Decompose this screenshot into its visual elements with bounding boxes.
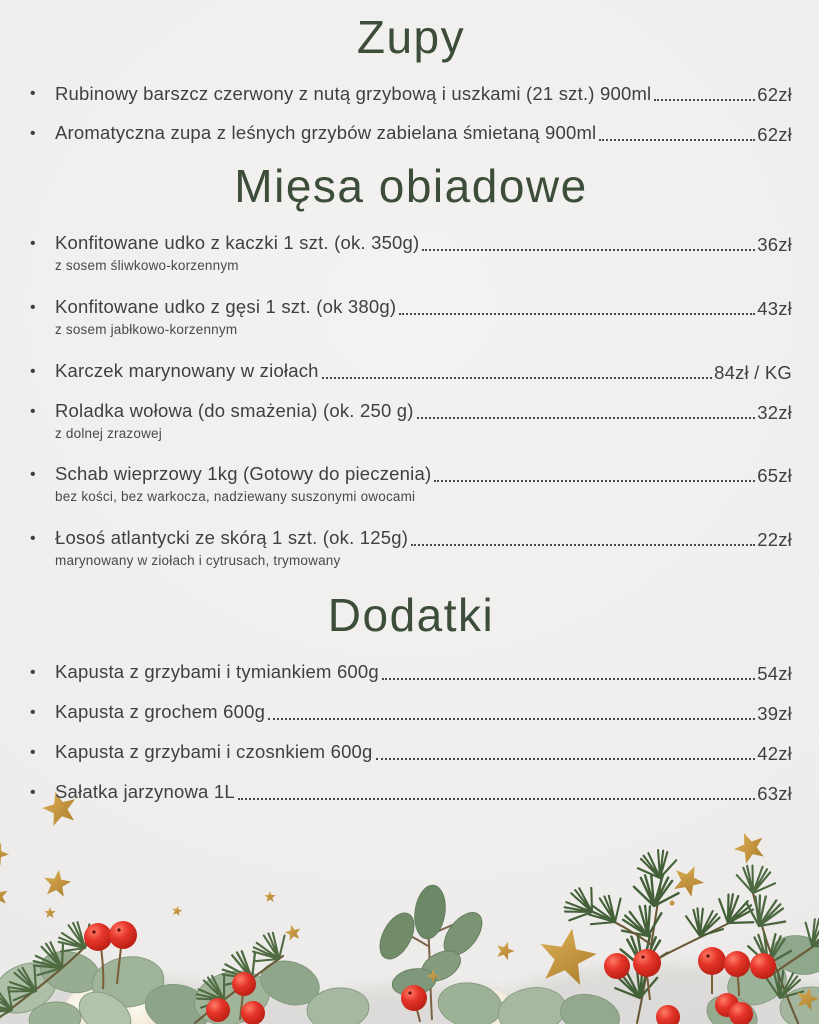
menu-item [30, 82, 792, 107]
menu-item [30, 399, 792, 443]
dotted-leader [238, 798, 755, 800]
section-title-miesa-obiadowe: Mięsa obiadowe [234, 160, 588, 213]
dotted-leader [399, 313, 755, 315]
section-zupy [30, 12, 792, 146]
item-price: 32zł [757, 401, 792, 423]
dotted-leader [268, 718, 755, 720]
dodatki-list [30, 660, 792, 805]
section-miesa-obiadowe [30, 161, 792, 570]
item-note: z sosem śliwkowo-korzennym [55, 257, 239, 273]
item-price: 54zł [757, 662, 792, 684]
dotted-leader [411, 544, 755, 546]
bullet-icon: • [30, 298, 36, 316]
dotted-leader [654, 99, 755, 101]
dotted-leader [376, 758, 756, 760]
item-note: z sosem jabłkowo-korzennym [55, 321, 238, 337]
item-name: Schab wieprzowy 1kg (Gotowy do pieczenia) [55, 463, 432, 485]
section-dodatki [30, 590, 792, 804]
menu-item [30, 780, 792, 805]
item-price: 36zł [757, 233, 792, 255]
menu-item [30, 359, 792, 384]
section-title-dodatki: Dodatki [327, 589, 495, 642]
dotted-leader [422, 249, 755, 251]
menu-item [30, 295, 792, 339]
item-note: marynowany w ziołach i cytrusach, trymowany [55, 553, 341, 569]
bullet-icon: • [30, 402, 36, 420]
menu-item [30, 526, 792, 570]
item-price: 22zł [757, 529, 792, 551]
item-price: 65zł [757, 465, 792, 487]
menu-item [30, 121, 792, 146]
dotted-leader [322, 377, 712, 379]
item-name: Rubinowy barszcz czerwony z nutą grzybową i uszkami (21 szt.) 900ml [55, 82, 652, 104]
item-price: 42zł [757, 742, 792, 764]
item-price: 39zł [757, 702, 792, 724]
menu-item [30, 700, 792, 725]
item-name: Konfitowane udko z kaczki 1 szt. (ok. 350g) [55, 231, 420, 253]
dotted-leader [382, 678, 755, 680]
item-name: Aromatyczna zupa z leśnych grzybów zabielana śmietaną 900ml [55, 122, 597, 144]
menu-item [30, 660, 792, 685]
item-price: 62zł [757, 124, 792, 146]
dotted-leader [599, 139, 755, 141]
item-note: z dolnej zrazowej [55, 425, 162, 441]
bullet-icon: • [30, 234, 36, 252]
item-price: 63zł [757, 782, 792, 804]
bullet-icon: • [30, 703, 36, 721]
bullet-icon: • [30, 530, 36, 548]
item-name: Roladka wołowa (do smażenia) (ok. 250 g) [55, 399, 414, 421]
christmas-decoration-illustration [0, 783, 819, 1024]
item-price: 62zł [757, 84, 792, 106]
miesa-list [30, 231, 792, 570]
bullet-icon: • [30, 125, 36, 143]
bullet-icon: • [30, 663, 36, 681]
item-note: bez kości, bez warkocza, nadziewany suszonymi owocami [55, 489, 416, 505]
dotted-leader [434, 480, 755, 482]
menu-item [30, 462, 792, 506]
menu-item [30, 740, 792, 765]
bullet-icon: • [30, 85, 36, 103]
dotted-leader [417, 417, 756, 419]
zupy-list [30, 82, 792, 147]
bullet-icon: • [30, 743, 36, 761]
section-title-zupy: Zupy [356, 11, 466, 63]
bullet-icon: • [30, 362, 36, 380]
menu-item [30, 231, 792, 275]
item-name: Kapusta z grzybami i czosnkiem 600g [55, 740, 373, 762]
item-name: Kapusta z grochem 600g [55, 700, 266, 722]
bullet-icon: • [30, 783, 36, 801]
bullet-icon: • [30, 466, 36, 484]
item-name: Sałatka jarzynowa 1L [55, 780, 235, 802]
item-name: Karczek marynowany w ziołach [55, 359, 319, 381]
item-price: 43zł [757, 297, 792, 319]
item-name: Łosoś atlantycki ze skórą 1 szt. (ok. 125g) [55, 527, 409, 549]
item-name: Konfitowane udko z gęsi 1 szt. (ok 380g) [55, 295, 397, 317]
item-price: 84zł / KG [714, 361, 792, 383]
item-name: Kapusta z grzybami i tymiankiem 600g [55, 660, 379, 682]
